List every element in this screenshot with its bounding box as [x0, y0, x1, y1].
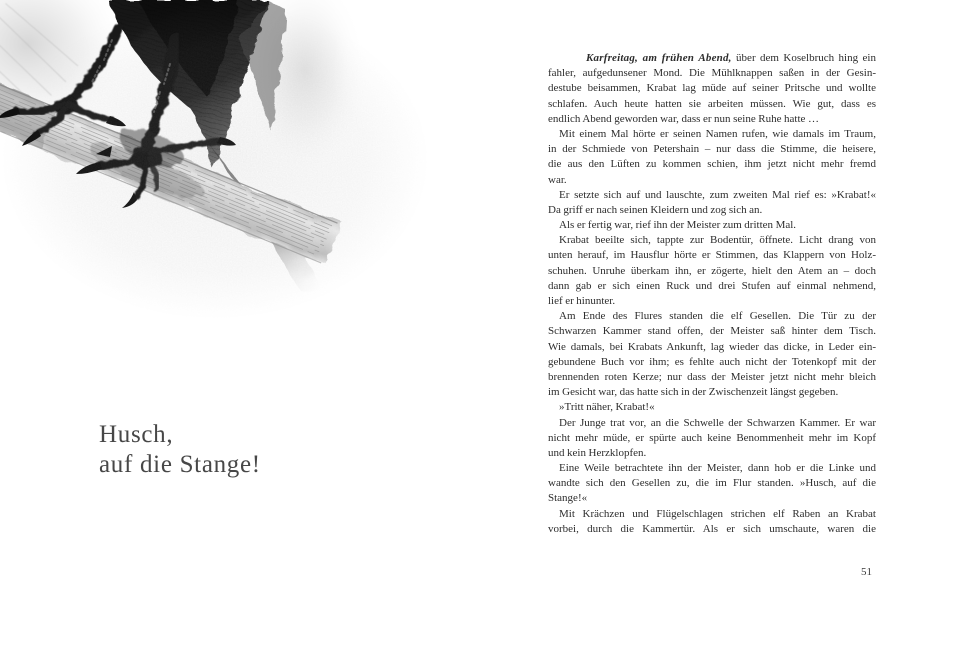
chapter-title-line-2: auf die Stange!: [99, 451, 261, 478]
text-line: war.: [548, 173, 567, 186]
text-line: Krabat beeilte sich, tappte zur Bodentür, öffnete. Licht drang von: [559, 234, 876, 247]
left-page: [0, 0, 485, 648]
text-line: Mit Krächzen und Flügelschlagen strichen elf Raben an Krabat: [559, 507, 876, 520]
text-line: Als er fertig war, rief ihn der Meister zum dritten Mal.: [559, 219, 797, 232]
text-line: vorbei, durch die Kammertür. Als er sich umschaute, waren die: [548, 522, 876, 535]
text-line: wandte sich den Gesellen zu, die im Flur standen. »Husch, auf die: [548, 477, 876, 490]
text-line: in der Schmiede von Petershain – nur dass die Stimme, die heisere,: [548, 143, 876, 156]
text-line: Der Junge trat vor, an die Schwelle der Schwarzen Kammer. Er war: [559, 416, 876, 429]
text-line: lief er hinunter.: [548, 295, 616, 307]
text-line: schuhen. Unruhe überkam ihn, er zögerte, hielt den Atem an – doch: [548, 264, 876, 277]
text-line: Da griff er nach seinen Kleidern und zog sich an.: [548, 203, 763, 216]
text-line: Karfreitag, am frühen Abend, über dem Koselbruch hing ein: [586, 52, 876, 64]
chapter-title: [99, 420, 261, 480]
text-line: endlich Abend geworden war, dass er nun seine Ruhe hatte …: [548, 112, 819, 125]
text-line: »Tritt näher, Krabat!«: [559, 401, 655, 414]
text-line: nicht mehr müde, er spürte auch keine Benommenheit mehr im Kopf: [548, 431, 876, 444]
text-line: unten herauf, im Hausflur hörte er Stimmen, das Klappern von Holz-: [548, 249, 876, 262]
text-line: schlafen. Auch heute hatten sie arbeiten müssen. Wie gut, dass es: [548, 97, 876, 110]
text-line: gebundene Buch vor ihm; es fehlte auch nicht der Totenkopf mit der: [548, 355, 876, 368]
text-line: Schwarzen Kammer stand offen, der Meister saß hinter dem Tisch.: [548, 325, 876, 338]
text-line: Eine Weile betrachtete ihn der Meister, dann hob er die Linke und: [559, 462, 876, 475]
text-line: brennenden roten Kerze; nur dass der Meister jetzt nicht mehr bleich: [548, 370, 876, 383]
text-line: und kein Herzklopfen.: [548, 446, 647, 459]
text-line: fahler, aufgedunsener Mond. Die Mühlknappen saßen in der Gesin-: [548, 67, 876, 80]
text-line: im Gesicht war, das hatte sich in der Zwischenzeit längst gegeben.: [548, 386, 839, 399]
raven-claws-illustration: [0, 0, 430, 320]
text-line: die aus den Lüften zu kommen schien, ihm jetzt nicht mehr fremd: [548, 158, 876, 171]
text-line: Wie damals, bei Krabats Ankunft, lag wieder das dicke, in Leder ein-: [548, 340, 876, 353]
text-line: dann gab er sich einen Ruck und drei Stufen auf einmal nehmend,: [548, 279, 876, 292]
text-line: Mit einem Mal hörte er seinen Namen rufen, wie damals im Traum,: [559, 127, 876, 140]
chapter-title-line-1: Husch,: [99, 421, 174, 448]
text-line: Stange!«: [548, 492, 588, 505]
text-line: destube beisammen, Krabat lag müde auf seiner Pritsche und wollte: [548, 82, 876, 95]
page-number: 51: [861, 566, 872, 578]
text-block: [548, 51, 876, 537]
text-line: Er setzte sich auf und lauschte, zum zweiten Mal rief es: »Krabat!«: [559, 188, 876, 201]
text-line: Am Ende des Flures standen die elf Gesellen. Die Tür zu der: [559, 310, 876, 323]
